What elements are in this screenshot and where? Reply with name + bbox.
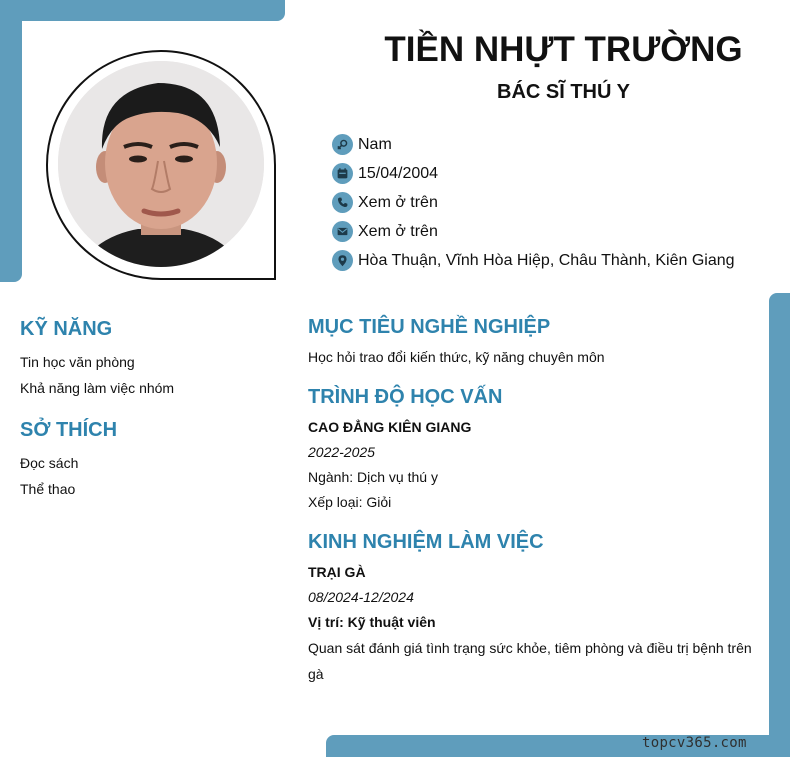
decorative-bar-left — [0, 0, 22, 282]
phone-text: Xem ở trên — [358, 193, 438, 211]
education-heading: TRÌNH ĐỘ HỌC VẤN — [308, 386, 503, 408]
hobbies-heading: SỞ THÍCH — [20, 419, 118, 441]
email-text: Xem ở trên — [358, 222, 438, 240]
contact-gender — [332, 130, 735, 159]
left-column — [20, 318, 290, 502]
gender-text: Nam — [358, 135, 392, 153]
experience-position: Vị trí: Kỹ thuật viên — [308, 614, 436, 630]
contact-birthday — [332, 159, 735, 188]
objective-heading: MỤC TIÊU NGHỀ NGHIỆP — [308, 316, 551, 338]
right-column — [308, 316, 763, 687]
gender-icon — [332, 134, 353, 155]
contact-phone — [332, 188, 735, 217]
candidate-name: TIỀN NHỰT TRƯỜNG — [384, 30, 743, 69]
contact-address — [332, 246, 735, 275]
education-major: Ngành: Dịch vụ thú y — [308, 469, 438, 485]
decorative-bar-right — [769, 293, 790, 757]
email-icon — [332, 221, 353, 242]
experience-period: 08/2024-12/2024 — [308, 589, 414, 605]
location-icon — [332, 250, 353, 271]
objective-text: Học hỏi trao đổi kiến thức, kỹ năng chuyên môn — [308, 349, 605, 365]
birthday-text: 15/04/2004 — [358, 164, 439, 182]
contact-email — [332, 217, 735, 246]
watermark: topcv365.com — [642, 735, 747, 751]
hobby-item: Đọc sách — [20, 455, 79, 471]
contact-list — [332, 130, 735, 275]
decorative-bar-top — [0, 0, 285, 21]
education-period: 2022-2025 — [308, 444, 375, 460]
experience-company: TRẠI GÀ — [308, 564, 366, 580]
job-title: BÁC SĨ THÚ Y — [497, 81, 630, 103]
skill-item: Tin học văn phòng — [20, 354, 135, 370]
hobby-item: Thể thao — [20, 481, 76, 497]
phone-icon — [332, 192, 353, 213]
experience-heading: KINH NGHIỆM LÀM VIỆC — [308, 531, 544, 553]
education-school: CAO ĐẲNG KIÊN GIANG — [308, 419, 472, 435]
calendar-icon — [332, 163, 353, 184]
address-text: Hòa Thuận, Vĩnh Hòa Hiệp, Châu Thành, Kiên Giang — [358, 251, 735, 269]
profile-photo — [58, 61, 264, 267]
education-grade: Xếp loại: Giỏi — [308, 494, 392, 510]
skill-item: Khả năng làm việc nhóm — [20, 380, 175, 396]
experience-description: Quan sát đánh giá tình trạng sức khỏe, tiêm phòng và điều trị bệnh trên gà — [308, 640, 752, 682]
skills-heading: KỸ NĂNG — [20, 318, 113, 340]
